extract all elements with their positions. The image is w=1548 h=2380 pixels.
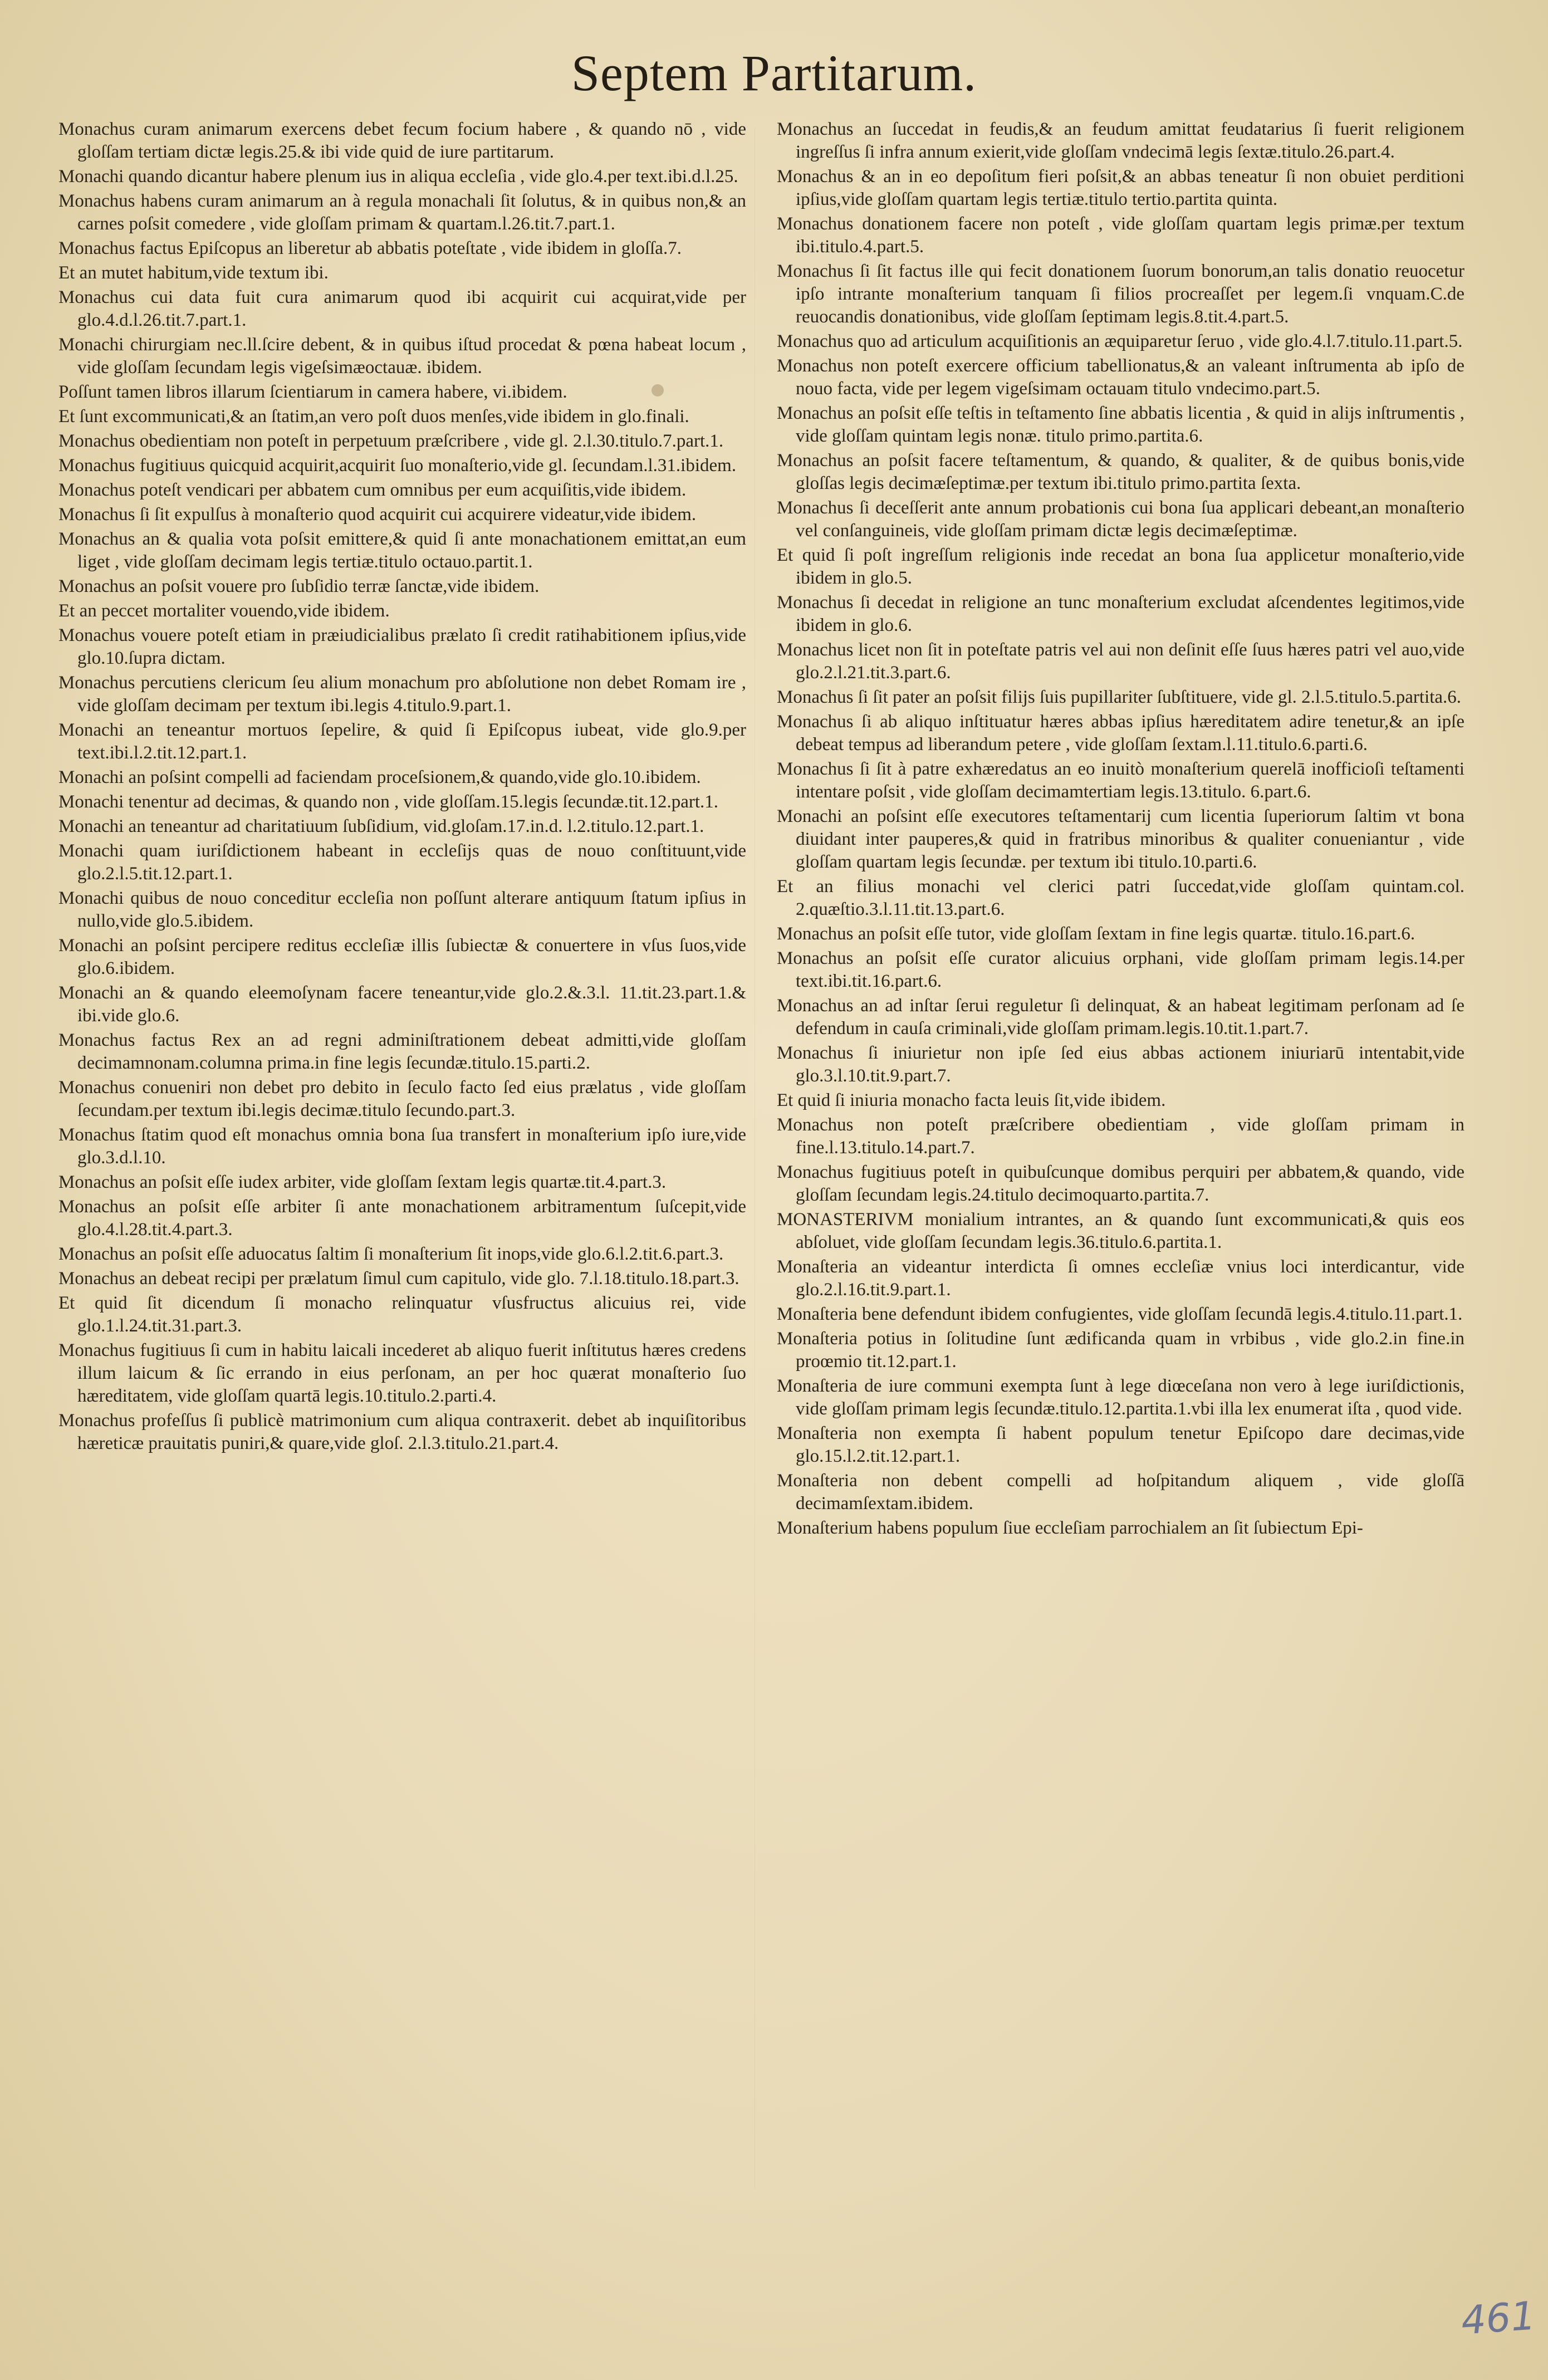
index-entry: Et quid ſi poſt ingreſſum religionis inde recedat an bona ſua applicetur monaſterio,vide ibidem in glo.5. bbox=[777, 545, 1464, 588]
index-entry: Monachus licet non ſit in poteſtate patris vel aui non deſinit eſſe ſuus hæres patri vel auo,vide glo.2.l.21.tit.3.part.6. bbox=[777, 640, 1464, 683]
index-entry: Monachi quando dicantur habere plenum ius in aliqua eccleſia , vide glo.4.per text.ibi.d.l.25. bbox=[58, 166, 738, 187]
index-entry: Monachus an ad inſtar ſerui reguletur ſi delinquat, & an habeat legitimam perſonam ad ſe defendum in cauſa criminali,vide gloſſam primam.legis.10.tit.1.part.7. bbox=[777, 996, 1464, 1039]
index-entry: Monachus factus Epiſcopus an liberetur ab abbatis poteſtate , vide ibidem in gloſſa.7. bbox=[58, 238, 682, 258]
folio-number: 461 bbox=[1459, 2293, 1537, 2344]
index-entry: Monachi chirurgiam nec.ll.ſcire debent, & in quibus iſtud procedat & pœna habeat locum , vide gloſſam ſecundam legis vigeſsimæoctauæ. ibidem. bbox=[58, 335, 746, 378]
index-entry: Monachus conueniri non debet pro debito in ſeculo facto ſed eius prælatus , vide gloſſam ſecundam.per textum ibi.legis decimæ.titulo ſecundo.part.3. bbox=[58, 1078, 746, 1120]
index-entry: Monachus fugitiuus ſi cum in habitu laicali incederet ab aliquo fuerit inſtitutus hæres credens illum laicum & ſic errando in eius perſonam, an per hoc quærat monaſterio ſuo hæreditatem, vide gloſſam quartā legis.10.titulo.2.parti.4. bbox=[58, 1340, 746, 1406]
index-entry: Et quid ſit dicendum ſi monacho relinquatur vſusfructus alicuius rei, vide glo.1.l.24.tit.31.part.3. bbox=[58, 1293, 746, 1336]
index-entry: Monachi an poſsint percipere reditus eccleſiæ illis ſubiectæ & conuertere in vſus ſuos,vide glo.6.ibidem. bbox=[58, 936, 746, 978]
index-entry: Monachus an poſsit vouere pro ſubſidio terræ ſanctæ,vide ibidem. bbox=[58, 576, 540, 596]
index-entry: Monachus ſi ſit pater an poſsit filijs ſuis pupillariter ſubſtituere, vide gl. 2.l.5.titulo.5.partita.6. bbox=[777, 687, 1462, 707]
index-entry: Monachi quibus de nouo conceditur eccleſia non poſſunt alterare antiquum ſtatum ipſius in nullo,vide glo.5.ibidem. bbox=[58, 888, 746, 931]
index-entry: Et quid ſi iniuria monacho facta leuis ſit,vide ibidem. bbox=[777, 1090, 1166, 1110]
index-entry: Monachus an poſsit facere teſtamentum, & quando, & qualiter, & de quibus bonis,vide gloſſas legis decimæſeptimæ.per textum ibi.titulo primo.partita ſexta. bbox=[777, 450, 1464, 493]
index-entry: Monachus an poſsit eſſe curator alicuius orphani, vide gloſſam primam legis.14.per text.ibi.tit.16.part.6. bbox=[777, 948, 1464, 991]
index-entry: Poſſunt tamen libros illarum ſcientiarum in camera habere, vi.ibidem. bbox=[58, 382, 567, 402]
index-entry: Monachi an poſsint compelli ad faciendam proceſsionem,& quando,vide glo.10.ibidem. bbox=[58, 767, 701, 787]
index-entry: Monachus an poſsit eſſe iudex arbiter, vide gloſſam ſextam legis quartæ.tit.4.part.3. bbox=[58, 1172, 667, 1192]
index-entry: Monachus factus Rex an ad regni adminiſtrationem debeat admitti,vide gloſſam decimamnonam.columna prima.in fine legis ſecundæ.titulo.15.parti.2. bbox=[58, 1030, 746, 1073]
index-entry: Monachus non poteſt præſcribere obedientiam , vide gloſſam primam in fine.l.13.titulo.14.part.7. bbox=[777, 1115, 1464, 1158]
index-entry: Monachi an teneantur ad charitatiuum ſubſidium, vid.gloſam.17.in.d. l.2.titulo.12.part.1. bbox=[58, 816, 704, 836]
index-entry: Monachus quo ad articulum acquiſitionis an æquiparetur ſeruo , vide glo.4.l.7.titulo.11.part.5. bbox=[777, 331, 1463, 351]
index-entry: Et an peccet mortaliter vouendo,vide ibidem. bbox=[58, 601, 390, 621]
index-entry: Monachi an teneantur mortuos ſepelire, & quid ſi Epiſcopus iubeat, vide glo.9.per text.ibi.l.2.tit.12.part.1. bbox=[58, 720, 746, 763]
index-entry: Monachus ſi ſit expulſus à monaſterio quod acquirit cui acquirere videatur,vide ibidem. bbox=[58, 505, 697, 525]
left-column bbox=[58, 118, 746, 1457]
index-entry: Monachus vouere poteſt etiam in præiudicialibus prælato ſi credit ratihabitionem ipſius,vide glo.10.ſupra dictam. bbox=[58, 625, 746, 668]
index-entry: Monachus fugitiuus quicquid acquirit,acquirit ſuo monaſterio,vide gl. ſecundam.l.31.ibidem. bbox=[58, 456, 737, 476]
index-entry: Monachus cui data fuit cura animarum quod ibi acquirit cui acquirat,vide per glo.4.d.l.26.tit.7.part.1. bbox=[58, 287, 746, 330]
index-entry: Monachus obedientiam non poteſt in perpetuum præſcribere , vide gl. 2.l.30.titulo.7.part.1. bbox=[58, 431, 724, 451]
index-entry: Monaſteria an videantur interdicta ſi omnes eccleſiæ vnius loci interdicantur, vide glo.2.l.16.tit.9.part.1. bbox=[777, 1257, 1464, 1300]
index-entry: Monachus an poſsit eſſe arbiter ſi ante monachationem arbitramentum ſuſcepit,vide glo.4.l.28.tit.4.part.3. bbox=[58, 1197, 746, 1240]
index-entry: Monachus curam animarum exercens debet fecum focium habere , & quando nō , vide gloſſam tertiam dictæ legis.25.& ibi vide quid de iure partitarum. bbox=[58, 119, 746, 162]
index-entry: Monachi an & quando eleemoſynam facere teneantur,vide glo.2.&.3.l. 11.tit.23.part.1.& ibi.vide glo.6. bbox=[58, 983, 746, 1026]
index-entry: Monaſterium habens populum ſiue eccleſiam parrochialem an ſit ſubiectum Epi- bbox=[777, 1518, 1363, 1538]
index-entry: Monachus habens curam animarum an à regula monachali ſit ſolutus, & in quibus non,& an carnes poſsit comedere , vide gloſſam primam & quartam.l.26.tit.7.part.1. bbox=[58, 191, 746, 234]
index-entry: Monachus percutiens clericum ſeu alium monachum pro abſolutione non debet Romam ire , vide gloſſam decimam per textum ibi.legis 4.titulo.9.part.1. bbox=[58, 673, 746, 716]
right-column bbox=[777, 118, 1464, 1541]
index-entry: Monachus & an in eo depoſitum fieri poſsit,& an abbas teneatur ſi non obuiet perditioni ipſius,vide gloſſam quartam legis tertiæ.titulo tertio.partita quinta. bbox=[777, 166, 1464, 209]
running-head: Septem Partitarum. bbox=[571, 45, 977, 101]
index-entry: Et ſunt excommunicati,& an ſtatim,an vero poſt duos menſes,vide ibidem in glo.finali. bbox=[58, 407, 689, 427]
index-entry: Monaſteria bene defendunt ibidem confugientes, vide gloſſam ſecundā legis.4.titulo.11.part.1. bbox=[777, 1304, 1463, 1324]
index-entry: Monaſteria non debent compelli ad hoſpitandum aliquem , vide gloſſā decimamſextam.ibidem. bbox=[777, 1471, 1464, 1514]
index-entry: Monaſteria non exempta ſi habent populum tenetur Epiſcopo dare decimas,vide glo.15.l.2.tit.12.part.1. bbox=[777, 1423, 1464, 1466]
index-entry: Monachi quam iuriſdictionem habeant in eccleſijs quas de nouo conſtituunt,vide glo.2.l.5.tit.12.part.1. bbox=[58, 841, 746, 884]
index-entry: Monachus ſi ſit factus ille qui fecit donationem ſuorum bonorum,an talis donatio reuocetur ipſo intrante monaſterium tanquam ſi filios procreaſſet per legem.ſi vnquam.C.de reuocandis donationibus, vide gloſſam ſeptimam legis.8.tit.4.part.5. bbox=[777, 261, 1464, 327]
index-entry: Monachus non poteſt exercere officium tabellionatus,& an valeant inſtrumenta ab ipſo de nouo facta, vide per legem vigeſsimam octauam titulo vndecimo.part.5. bbox=[777, 356, 1464, 399]
index-entry: Monachus an poſsit eſſe tutor, vide gloſſam ſextam in fine legis quartæ. titulo.16.part.6. bbox=[777, 924, 1415, 944]
index-entry: Monachus ſi ſit à patre exhæredatus an eo inuitò monaſterium querelā inofficioſi teſtamenti intentare poſsit , vide gloſſam decimamtertiam legis.13.titulo. 6.part.6. bbox=[777, 759, 1464, 802]
index-entry: Et an filius monachi vel clerici patri ſuccedat,vide gloſſam quintam.col. 2.quæſtio.3.l.11.tit.13.part.6. bbox=[777, 876, 1464, 919]
index-entry: Monaſteria potius in ſolitudine ſunt ædificanda quam in vrbibus , vide glo.2.in fine.in proœmio tit.12.part.1. bbox=[777, 1329, 1464, 1372]
index-entry: Monachus ſi ab aliquo inſtituatur hæres abbas ipſius hæreditatem adire tenetur,& an ipſe debeat tempus ad liberandum petere , vide gloſſam ſextam.l.11.titulo.6.parti.6. bbox=[777, 712, 1464, 755]
index-entry: Monachus an ſuccedat in feudis,& an feudum amittat feudatarius ſi fuerit religionem ingreſſus ſi infra annum exierit,vide gloſſam vndecimā legis ſextæ.titulo.26.part.4. bbox=[777, 119, 1464, 162]
index-entry: Monachus ſi deceſſerit ante annum probationis cui bona ſua applicari debeant,an monaſterio vel conſanguineis, vide gloſſam primam dictæ legis decimæſeptimæ. bbox=[777, 498, 1464, 541]
index-entry: Monachus an debeat recipi per prælatum ſimul cum capitulo, vide glo. 7.l.18.titulo.18.part.3. bbox=[58, 1269, 739, 1289]
index-entry: Monachus profeſſus ſi publicè matrimonium cum aliqua contraxerit. debet ab inquiſitoribus hæreticæ prauitatis puniri,& quare,vide gloſ. 2.l.3.titulo.21.part.4. bbox=[58, 1411, 746, 1453]
index-entry: MONASTERIVM monialium intrantes, an & quando ſunt excommunicati,& quis eos abſoluet, vide gloſſam ſecundam legis.36.titulo.6.partita.1. bbox=[777, 1209, 1464, 1252]
index-entry: Monaſteria de iure communi exempta ſunt à lege diœceſana non vero à lege iuriſdictionis, vide gloſſam primam legis ſecundæ.titulo.12.partita.1.vbi illa lex enumerat iſta , quod vide. bbox=[777, 1376, 1464, 1419]
index-entry: Monachus ſi decedat in religione an tunc monaſterium excludat aſcendentes legitimos,vide ibidem in glo.6. bbox=[777, 592, 1464, 635]
index-entry: Monachus an poſsit eſſe teſtis in teſtamento ſine abbatis licentia , & quid in alijs inſtrumentis , vide gloſſam quintam legis nonæ. titulo primo.partita.6. bbox=[777, 403, 1464, 446]
index-entry: Monachus an & qualia vota poſsit emittere,& quid ſi ante monachationem emittat,an eum liget , vide gloſſam decimam legis tertiæ.titulo octauo.partit.1. bbox=[58, 529, 746, 572]
index-entry: Monachus an poſsit eſſe aduocatus ſaltim ſi monaſterium ſit inops,vide glo.6.l.2.tit.6.part.3. bbox=[58, 1244, 724, 1264]
index-entry: Monachi tenentur ad decimas, & quando non , vide gloſſam.15.legis ſecundæ.tit.12.part.1. bbox=[58, 792, 719, 812]
index-entry: Monachus donationem facere non poteſt , vide gloſſam quartam legis primæ.per textum ibi.titulo.4.part.5. bbox=[777, 214, 1464, 257]
index-entry: Monachus fugitiuus poteſt in quibuſcunque domibus perquiri per abbatem,& quando, vide gloſſam ſecundam legis.24.titulo decimoquarto.partita.7. bbox=[777, 1162, 1464, 1205]
index-entry: Monachus poteſt vendicari per abbatem cum omnibus per eum acquiſitis,vide ibidem. bbox=[58, 480, 687, 500]
index-entry: Monachus ſi iniurietur non ipſe ſed eius abbas actionem iniuriarū intentabit,vide glo.3.l.10.tit.9.part.7. bbox=[777, 1043, 1464, 1086]
index-entry: Et an mutet habitum,vide textum ibi. bbox=[58, 263, 329, 283]
index-entry: Monachus ſtatim quod eſt monachus omnia bona ſua transfert in monaſterium ipſo iure,vide glo.3.d.l.10. bbox=[58, 1125, 746, 1168]
index-entry: Monachi an poſsint eſſe executores teſtamentarij cum licentia ſuperiorum ſaltim vt bona diuidant inter pauperes,& quid in fratribus minoribus & qualiter conueniantur , vide gloſſam quartam legis ſecundæ. per textum ibi titulo.10.parti.6. bbox=[777, 806, 1464, 872]
